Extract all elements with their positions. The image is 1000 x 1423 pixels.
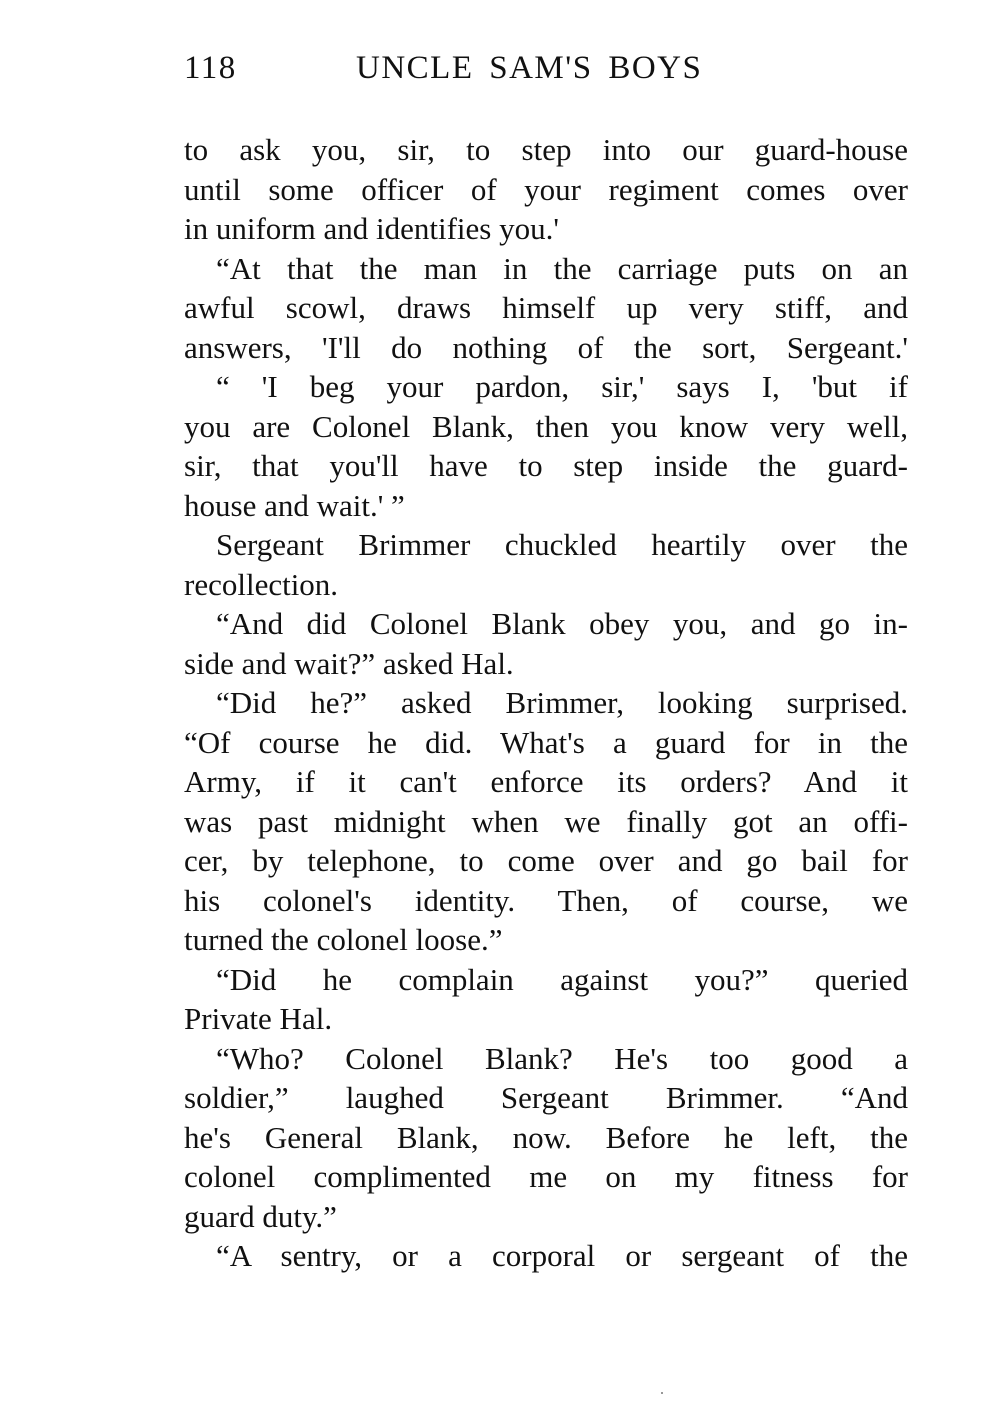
- text-line: “ 'I beg your pardon, sir,' says I, 'but if: [216, 369, 908, 404]
- text-line: soldier,” laughed Sergeant Brimmer. “And: [184, 1080, 908, 1115]
- text-line: in uniform and identifies you.': [184, 211, 559, 246]
- text-line: “A sentry, or a corporal or sergeant of the: [216, 1238, 908, 1273]
- text-line: awful scowl, draws himself up very stiff, and: [184, 290, 908, 325]
- text-line: cer, by telephone, to come over and go bail for: [184, 843, 908, 878]
- text-line: Private Hal.: [184, 1001, 333, 1036]
- text-line: you are Colonel Blank, then you know very well,: [184, 408, 908, 444]
- text-line: side and wait?” asked Hal.: [184, 645, 514, 681]
- running-head: [184, 44, 740, 92]
- text-line: “Of course he did. What's a guard for in the: [184, 724, 908, 760]
- text-line: colonel complimented me on my fitness for: [184, 1159, 908, 1194]
- text-line: until some officer of your regiment comes over: [184, 171, 908, 207]
- text-line: sir, that you'll have to step inside the guard-: [184, 448, 908, 483]
- text-line: his colonel's identity. Then, of course, we: [184, 882, 908, 918]
- text-line: was past midnight when we finally got an offi-: [184, 803, 908, 839]
- text-line: Sergeant Brimmer chuckled heartily over the: [216, 527, 908, 562]
- text-line: turned the colonel loose.”: [184, 922, 503, 957]
- text-line: “At that the man in the carriage puts on an: [216, 250, 908, 286]
- text-line: answers, 'I'll do nothing of the sort, Sergeant.': [184, 329, 908, 365]
- running-title: UNCLE SAM'S BOYS: [356, 50, 703, 86]
- text-line: “Did he?” asked Brimmer, looking surprised.: [216, 685, 908, 720]
- text-line: “Who? Colonel Blank? He's too good a: [216, 1040, 908, 1076]
- text-line: “And did Colonel Blank obey you, and go in-: [216, 606, 908, 641]
- page-number: 118: [184, 50, 237, 86]
- text-line: “Did he complain against you?” queried: [216, 961, 908, 997]
- text-line: to ask you, sir, to step into our guard-house: [184, 132, 908, 167]
- text-line: he's General Blank, now. Before he left, the: [184, 1119, 908, 1155]
- text-line: Army, if it can't enforce its orders? And it: [184, 764, 908, 799]
- body-text: [184, 130, 908, 1276]
- print-speck: [661, 1392, 663, 1394]
- text-line: recollection.: [184, 566, 339, 602]
- text-line: house and wait.' ”: [184, 487, 405, 523]
- text-line: guard duty.”: [184, 1198, 337, 1234]
